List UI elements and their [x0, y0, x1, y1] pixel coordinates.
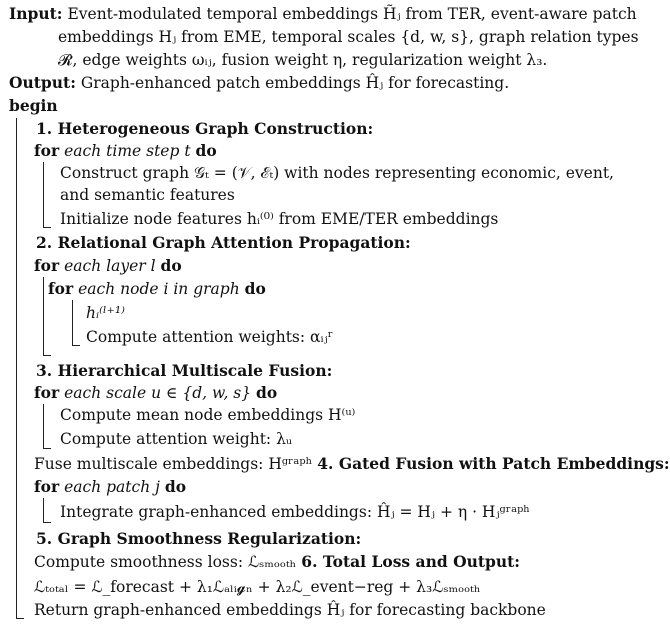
s3-line-1: Compute mean node embeddings H⁽ᵘ⁾ [60, 406, 356, 424]
begin-bracket-end [16, 618, 24, 619]
s1-line-3: Initialize node features hᵢ⁽⁰⁾ from EME/TER embeddings [60, 210, 499, 228]
s2-line-1: hᵢ⁽ˡ⁺¹⁾ [86, 304, 125, 322]
s2-for-line [34, 257, 182, 275]
s4-for-bracket-end [43, 522, 51, 523]
s6-line-1: ℒₜₒₜₐₗ = ℒ_forecast + λ₁ℒₐₗᵢ𝓰ₙ + λ₂ℒ_event−reg + λ₃ℒₛₘₒₒₜₕ [34, 578, 481, 596]
s2-for-keyword: for [34, 256, 60, 275]
s2-for-bracket-end [43, 355, 51, 356]
s3-for-line [34, 384, 277, 402]
s1-for-bracket [43, 162, 44, 227]
s4-fuse-text: Fuse multiscale embeddings: Hᵍʳᵃᵖʰ [34, 455, 313, 473]
s2-line-2: Compute attention weights: αᵢⱼʳ [86, 328, 334, 346]
section-3-title: 3. Hierarchical Multiscale Fusion: [36, 361, 333, 380]
begin-keyword: begin [9, 96, 58, 115]
s4-for-keyword: for [34, 477, 60, 496]
s2-for-condition: each layer l [64, 257, 156, 275]
input-text-2: embeddings Hⱼ from EME, temporal scales {d, w, s}, graph relation types [58, 28, 639, 46]
input-text-1: Event-modulated temporal embeddings H̃ⱼ from TER, event-aware patch [67, 5, 637, 23]
output-text: Graph-enhanced patch embeddings Ĥⱼ for forecasting. [80, 74, 510, 92]
s2-inner-do-keyword: do [244, 279, 266, 298]
s2-for-bracket [43, 277, 44, 355]
input-text-3: 𝓡, edge weights ωᵢⱼ, fusion weight η, regularization weight λ₃. [58, 51, 548, 69]
s3-line-2: Compute attention weight: λᵤ [60, 430, 293, 448]
s1-for-keyword: for [34, 141, 60, 160]
s4-line-1: Integrate graph-enhanced embeddings: Ĥⱼ = Hⱼ + η · Hⱼᵍʳᵃᵖʰ [60, 503, 531, 521]
section-6-title: 6. Total Loss and Output: [301, 552, 521, 571]
output-line [9, 74, 509, 92]
s1-line-1: Construct graph 𝒢ₜ = (𝒱, ℰₜ) with nodes representing economic, event, [60, 164, 614, 182]
s4-for-bracket [43, 498, 44, 522]
section-5-title: 5. Graph Smoothness Regularization: [36, 529, 362, 548]
s5-line-1: Compute smoothness loss: ℒₛₘₒₒₜₕ [34, 553, 297, 571]
s4-do-keyword: do [164, 477, 187, 496]
s2-inner-for-keyword: for [48, 279, 74, 298]
s3-for-bracket-end [43, 448, 51, 449]
s3-for-keyword: for [34, 383, 60, 402]
s2-inner-for-bracket-end [72, 345, 80, 346]
s3-do-keyword: do [256, 383, 278, 402]
s1-for-line [34, 142, 217, 160]
s2-do-keyword: do [160, 256, 182, 275]
input-line-1 [9, 5, 637, 23]
section-4-title: 4. Gated Fusion with Patch Embeddings: [317, 454, 670, 473]
s1-for-condition: each time step t [64, 142, 191, 160]
s5-line-1-container [34, 553, 520, 571]
s2-inner-for-condition: each node i in graph [78, 280, 240, 298]
s4-for-condition: each patch j [64, 478, 160, 496]
s1-do-keyword: do [195, 141, 217, 160]
s3-for-condition: each scale u ∈ {d, w, s} [64, 384, 252, 402]
s4-fuse-line [34, 455, 670, 473]
input-label: Input: [9, 4, 63, 23]
s6-line-2: Return graph-enhanced embeddings Ĥⱼ for forecasting backbone [34, 601, 546, 619]
output-label: Output: [9, 73, 76, 92]
s1-for-bracket-end [43, 227, 51, 228]
section-2-title: 2. Relational Graph Attention Propagation: [36, 233, 411, 252]
s2-inner-for-bracket [72, 300, 73, 345]
begin-bracket [16, 118, 17, 618]
section-1-title: 1. Heterogeneous Graph Construction: [36, 119, 374, 138]
s3-for-bracket [43, 404, 44, 448]
s4-for-line [34, 478, 186, 496]
s2-inner-for-line [48, 280, 266, 298]
s1-line-2: and semantic features [60, 186, 235, 204]
